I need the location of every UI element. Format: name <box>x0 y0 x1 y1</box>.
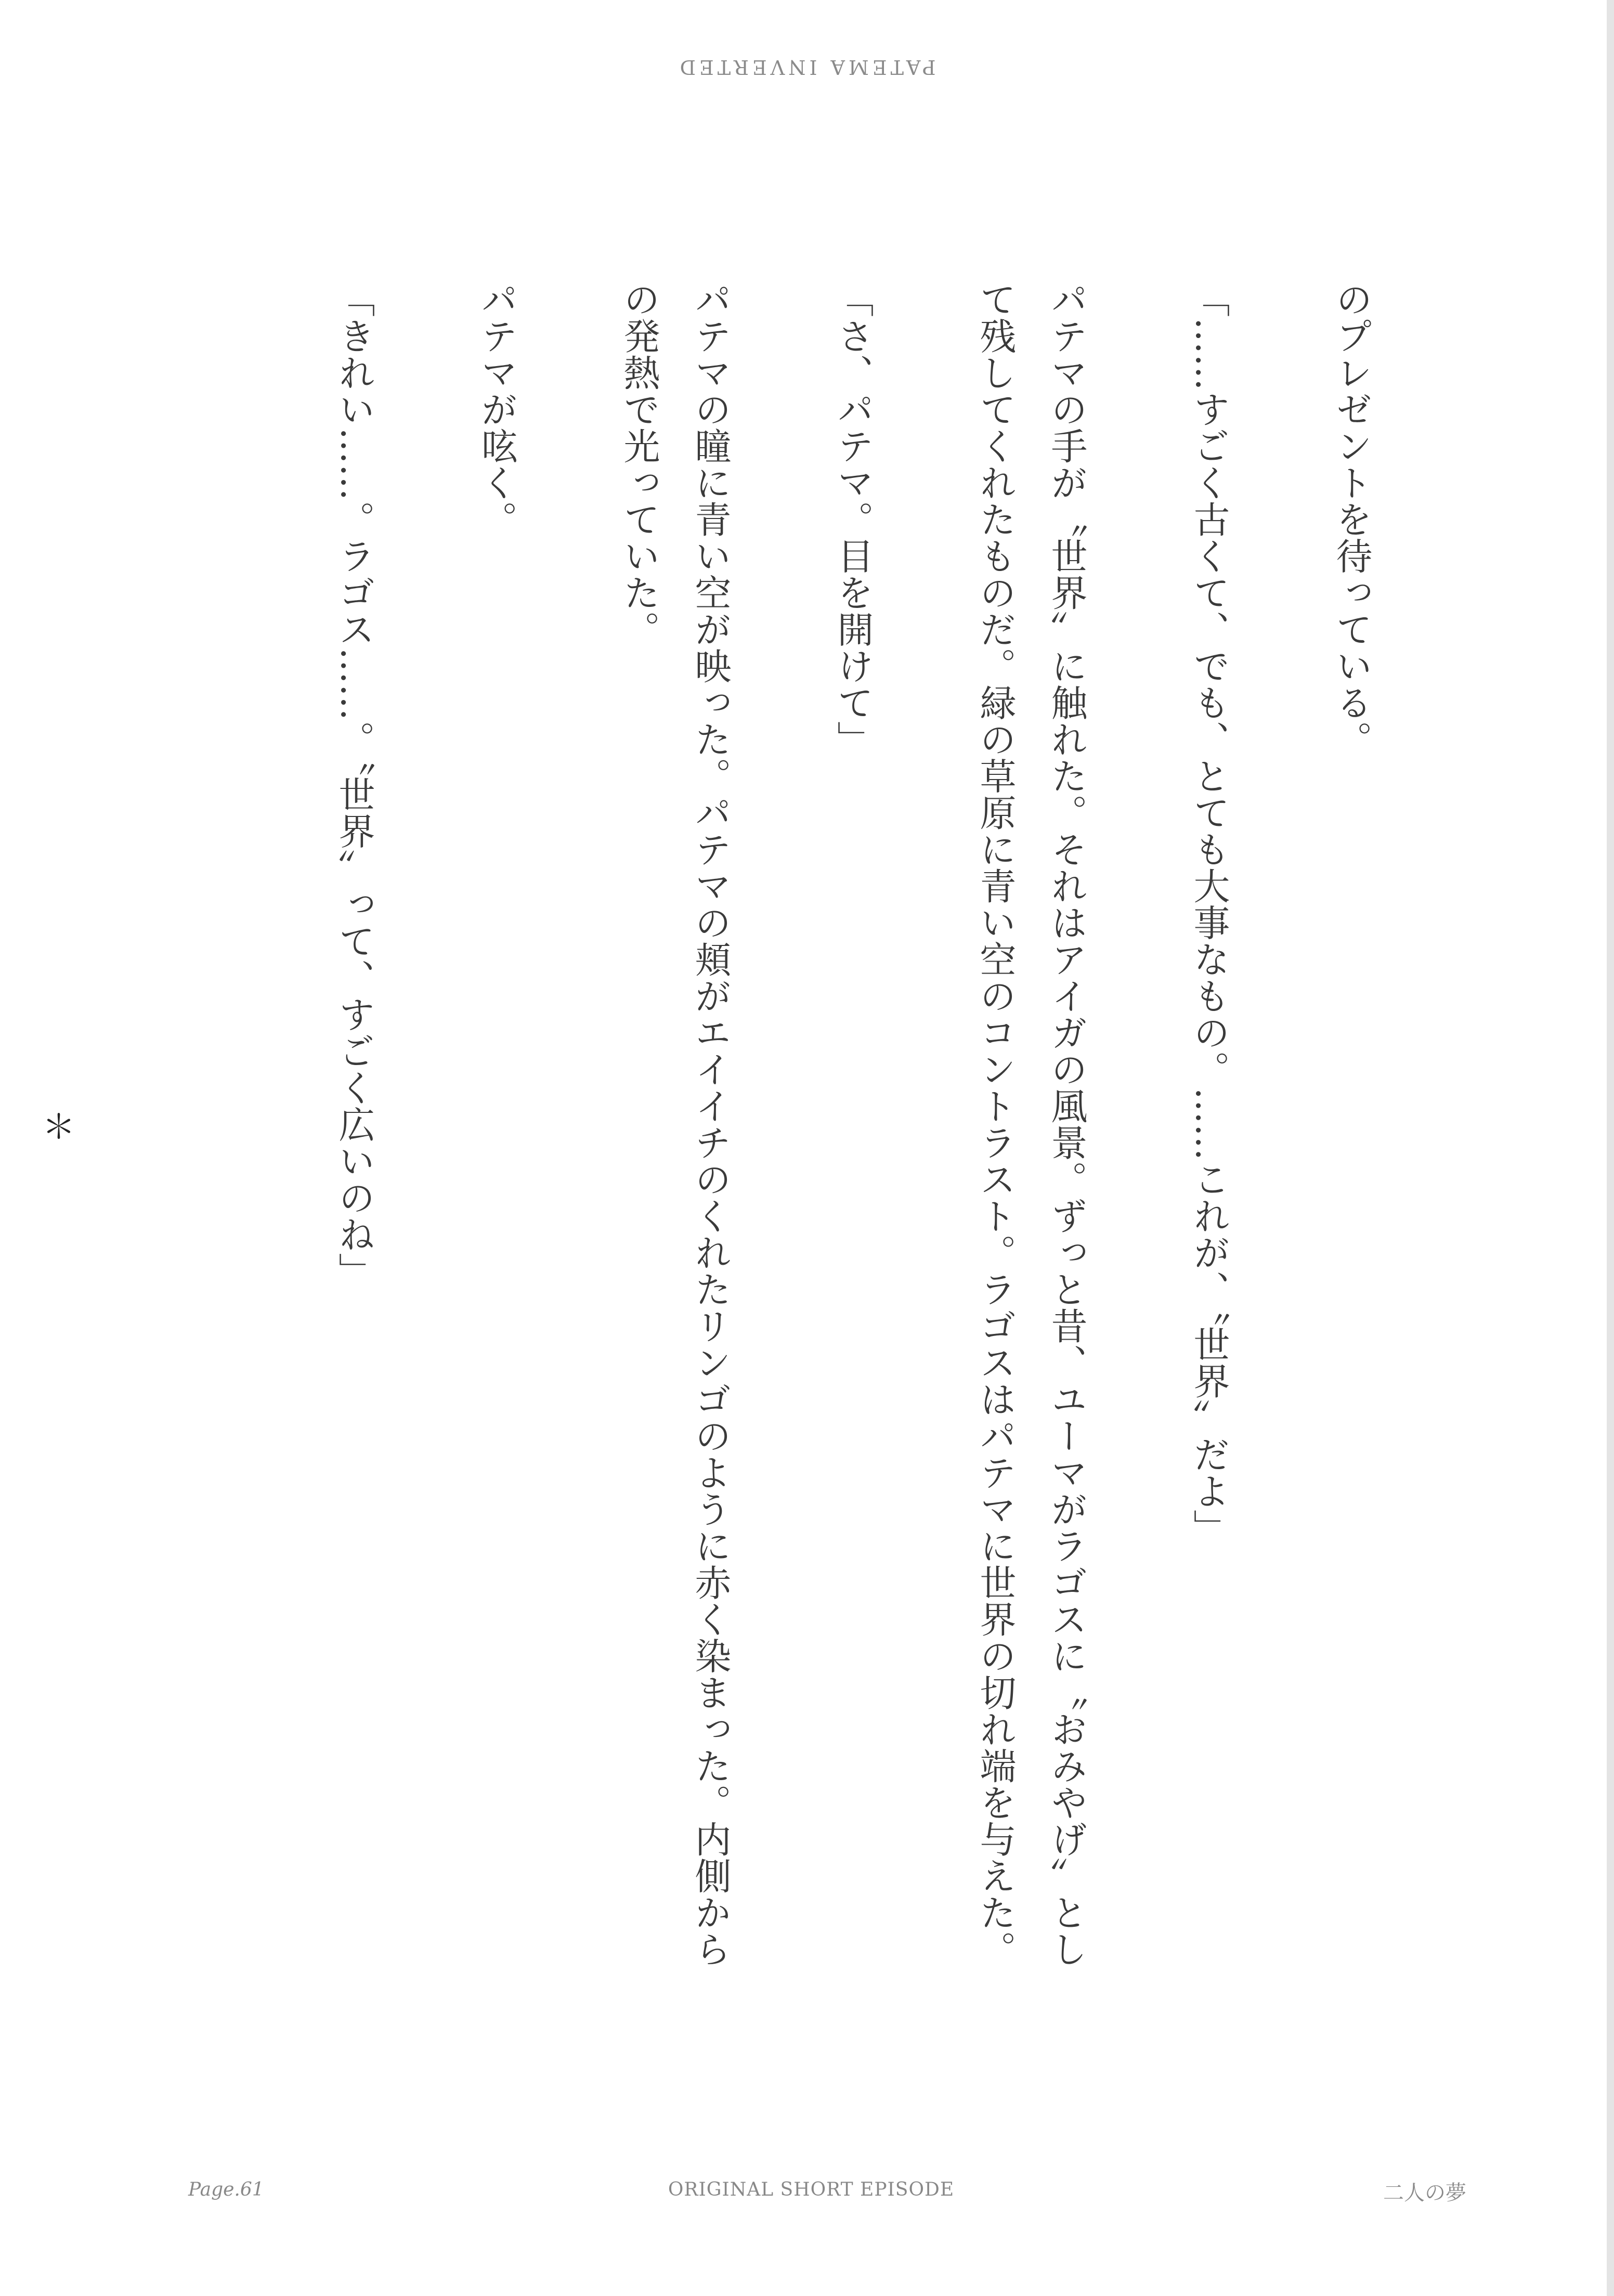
story-paragraph: パテマの瞳に青い空が映った。パテマの頬がエイイチのくれたリンゴのように赤く染まった。内側からの発熱で光っていた。 <box>618 281 732 1967</box>
section-label: ORIGINAL SHORT EPISODE <box>668 2179 955 2200</box>
story-body <box>36 281 1458 1971</box>
story-paragraph: 「……すごく古くて、でも、とても大事なもの。……これが、〝世界〟だよ」 <box>1188 281 1230 1546</box>
story-paragraph: パテマの手が〝世界〟に触れた。それはアイガの風景。ずっと昔、ユーマがラゴスに〝おみやげ〟として残してくれたものだ。緑の草原に青い空のコントラスト。ラゴスはパテマに世界の切れ端を与えた。 <box>974 281 1088 1967</box>
story-paragraph: 「さ、パテマ。目を開けて」 <box>831 281 874 758</box>
running-head: PATEMA INVERTED <box>676 56 936 79</box>
scene-separator: ＊ <box>36 1109 75 1143</box>
story-paragraph: のプレゼントを待っている。 <box>1330 281 1373 758</box>
page-number: Page.61 <box>188 2179 264 2200</box>
page-edge <box>1607 0 1614 2296</box>
story-paragraph: 「きれい……。ラゴス……。〝世界〟って、すごく広いのね」 <box>333 281 375 1289</box>
story-paragraph: パテマが呟く。 <box>475 281 518 538</box>
episode-title: 二人の夢 <box>1383 2181 1466 2205</box>
